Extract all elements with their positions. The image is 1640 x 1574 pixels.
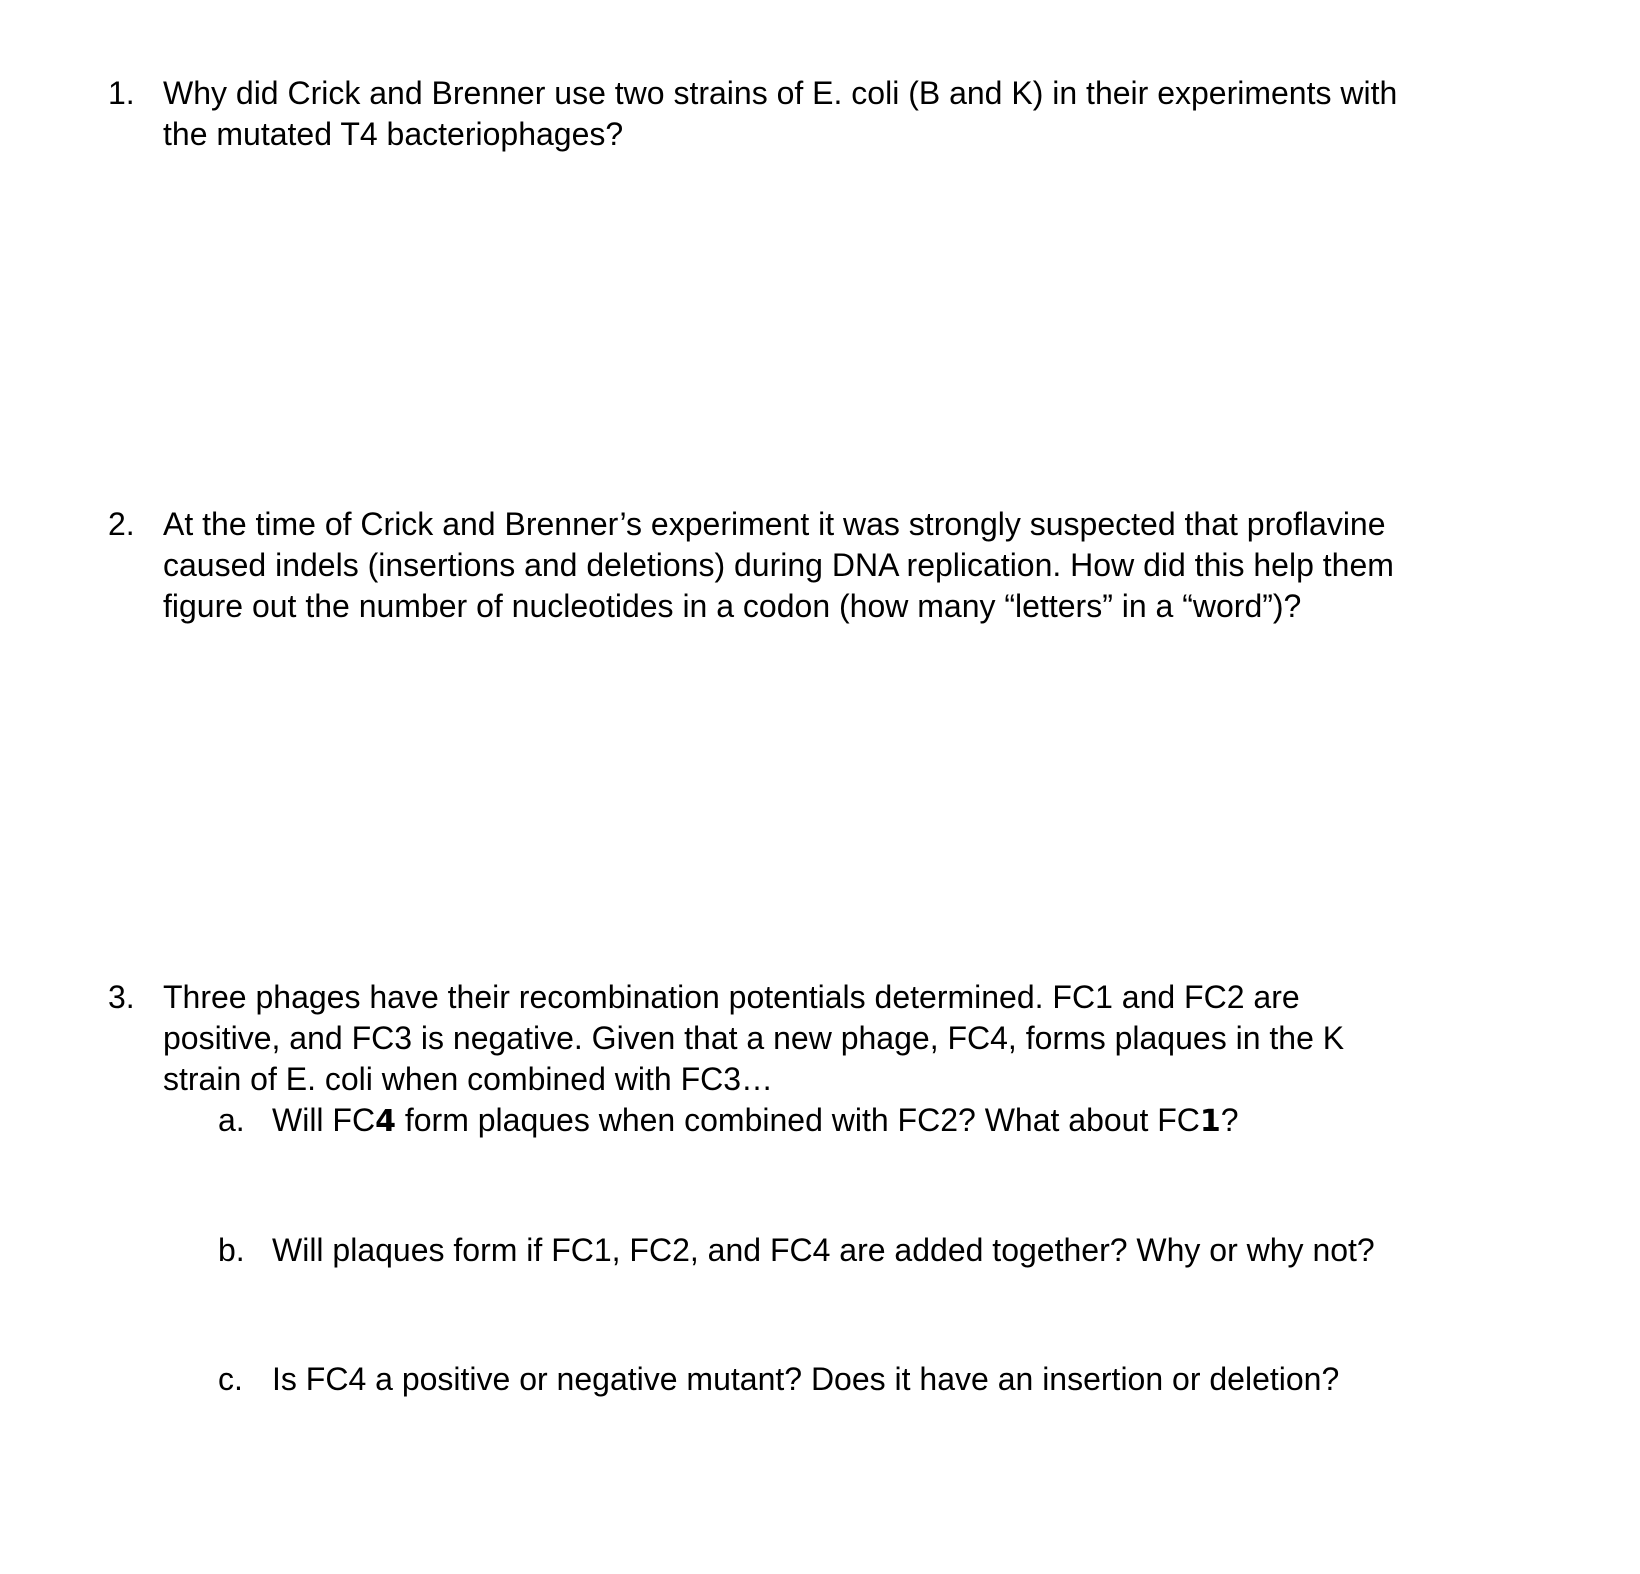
question-number: 3. bbox=[108, 979, 135, 1015]
question-line: caused indels (insertions and deletions) during DNA replication. How did this help them bbox=[163, 547, 1394, 583]
question-line: Why did Crick and Brenner use two strains of E. coli (B and K) in their experiments with bbox=[163, 75, 1398, 111]
question-line: strain of E. coli when combined with FC3… bbox=[163, 1061, 774, 1097]
question-2 bbox=[108, 504, 1438, 627]
question-3 bbox=[108, 977, 1438, 1100]
question-1 bbox=[108, 73, 1438, 155]
subquestion-text-part: Will FC bbox=[272, 1102, 376, 1138]
question-line: the mutated T4 bacteriophages? bbox=[163, 116, 624, 152]
subquestion-text bbox=[272, 1100, 1418, 1142]
subquestion-text: Will plaques form if FC1, FC2, and FC4 are added together? Why or why not? bbox=[272, 1232, 1375, 1268]
question-text bbox=[163, 73, 1438, 155]
subquestion-a bbox=[218, 1100, 1418, 1142]
subquestion-b bbox=[218, 1230, 1418, 1271]
question-line: Three phages have their recombination potentials determined. FC1 and FC2 are bbox=[163, 979, 1300, 1015]
question-line: positive, and FC3 is negative. Given that a new phage, FC4, forms plaques in the K bbox=[163, 1020, 1345, 1056]
question-text bbox=[163, 977, 1438, 1100]
handwritten-digit: 1 bbox=[1199, 1104, 1221, 1139]
question-number: 2. bbox=[108, 506, 135, 542]
subquestion-letter: a. bbox=[218, 1102, 245, 1138]
subquestion-letter: c. bbox=[218, 1361, 243, 1397]
question-line: figure out the number of nucleotides in a codon (how many “letters” in a “word”)? bbox=[163, 588, 1302, 624]
question-line: At the time of Crick and Brenner’s experiment it was strongly suspected that proflavine bbox=[163, 506, 1386, 542]
question-number: 1. bbox=[108, 75, 135, 111]
subquestion-letter: b. bbox=[218, 1232, 245, 1268]
subquestion-text: Is FC4 a positive or negative mutant? Does it have an insertion or deletion? bbox=[272, 1361, 1340, 1397]
subquestion-text-part: ? bbox=[1220, 1102, 1239, 1138]
subquestion-c bbox=[218, 1359, 1418, 1400]
handwritten-digit: 4 bbox=[375, 1104, 396, 1139]
subquestion-text-part: form plaques when combined with FC2? What about FC bbox=[395, 1102, 1200, 1138]
question-text bbox=[163, 504, 1438, 627]
